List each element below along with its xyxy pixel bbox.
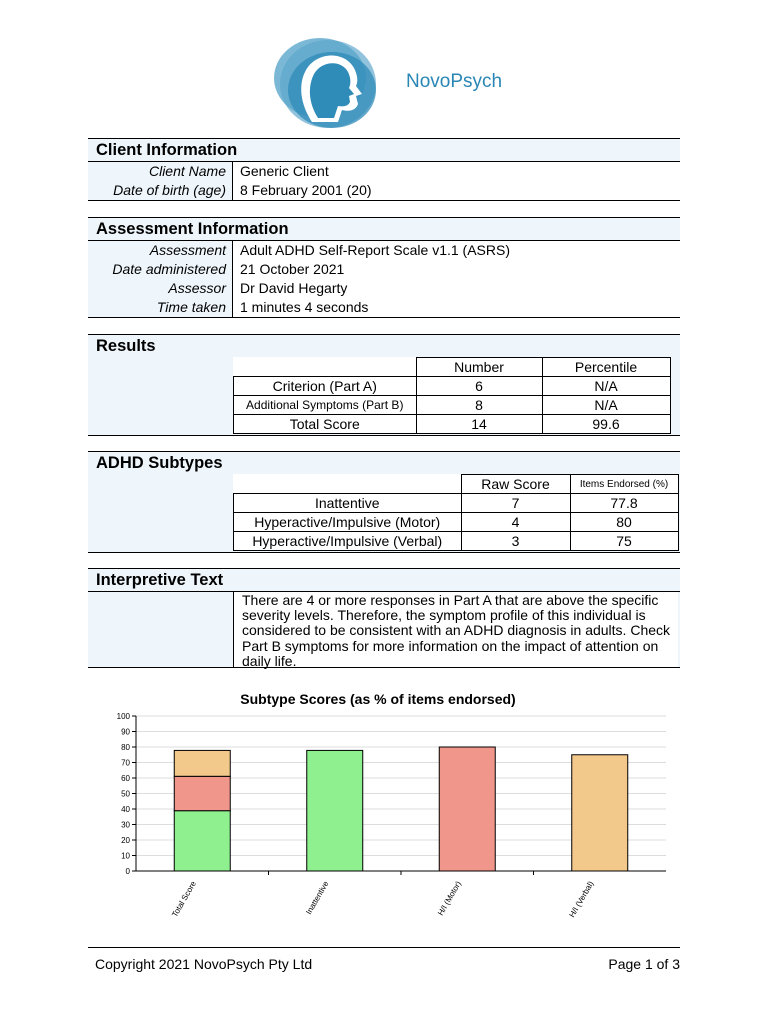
bar-segment — [572, 755, 628, 871]
date-administered-row — [88, 260, 680, 279]
footer-divider — [88, 947, 680, 948]
subtypes-table — [233, 474, 679, 551]
table-row — [234, 415, 671, 434]
subtypes-heading: ADHD Subtypes — [96, 454, 223, 472]
subtypes-row-pct: 75 — [570, 532, 678, 551]
subtypes-row-raw: 7 — [461, 494, 570, 513]
client-info-heading: Client Information — [88, 138, 680, 161]
subtypes-row-label: Hyperactive/Impulsive (Verbal) — [234, 532, 462, 551]
results-table — [233, 357, 671, 434]
table-row — [234, 532, 679, 551]
dob-label: Date of birth (age) — [88, 181, 233, 200]
y-tick-label: 70 — [121, 758, 130, 768]
results-header-row — [234, 358, 671, 377]
subtype-scores-chart — [88, 684, 680, 934]
subtypes-col-raw: Raw Score — [461, 475, 570, 494]
assessment-info-heading: Assessment Information — [88, 217, 680, 240]
results-row-number: 8 — [416, 396, 542, 415]
assessment-info-section — [88, 217, 680, 318]
bar-segment — [174, 776, 230, 810]
y-tick-label: 90 — [121, 727, 130, 737]
results-col-number: Number — [416, 358, 542, 377]
assessor-label: Assessor — [88, 279, 233, 298]
subtypes-row-label: Inattentive — [234, 494, 462, 513]
results-row-label: Criterion (Part A) — [234, 377, 417, 396]
brand-name: NovoPsych — [406, 71, 503, 92]
results-row-label: Additional Symptoms (Part B) — [234, 396, 417, 415]
y-tick-label: 30 — [121, 820, 130, 830]
subtypes-row-pct: 77.8 — [570, 494, 678, 513]
y-tick-label: 20 — [121, 836, 130, 845]
client-name-row — [88, 162, 680, 181]
time-taken-value: 1 minutes 4 seconds — [240, 299, 369, 315]
subtypes-header-row — [234, 475, 679, 494]
bar-segment — [174, 750, 230, 776]
dob-value: 8 February 2001 (20) — [240, 182, 372, 198]
x-tick-label: Total Score — [170, 879, 198, 919]
interpretive-text: There are 4 or more responses in Part A that are above the specific severity levels. Therefore, the symptom profile of this individual is considered to be consistent with an ADHD diagnosis in adults. Check Part B symptoms for more information on the impact of attention on daily life. — [233, 592, 678, 667]
y-tick-label: 10 — [121, 851, 130, 861]
results-row-percentile: 99.6 — [542, 415, 670, 434]
assessor-value: Dr David Hegarty — [240, 280, 348, 296]
time-taken-label: Time taken — [88, 298, 233, 317]
y-tick-label: 80 — [121, 743, 130, 752]
bar-segment — [174, 811, 230, 871]
x-tick-label: Inattentive — [304, 879, 331, 916]
table-row — [234, 377, 671, 396]
date-administered-value: 21 October 2021 — [240, 261, 345, 277]
table-row — [234, 494, 679, 513]
y-tick-label: 0 — [125, 867, 130, 876]
client-info-section — [88, 138, 680, 201]
results-heading: Results — [96, 337, 156, 355]
novopsych-logo-icon — [272, 34, 380, 130]
bar-segment — [307, 750, 363, 871]
dob-row — [88, 181, 680, 200]
assessment-row — [88, 241, 680, 260]
y-tick-label: 50 — [121, 789, 130, 799]
client-name-value: Generic Client — [240, 163, 329, 179]
client-info-table — [88, 161, 680, 201]
results-row-number: 6 — [416, 377, 542, 396]
bar-segment — [439, 747, 495, 871]
client-name-label: Client Name — [88, 162, 233, 181]
date-administered-label: Date administered — [88, 260, 233, 279]
y-tick-label: 60 — [121, 774, 130, 783]
assessment-label: Assessment — [88, 241, 233, 260]
x-tick-label: H/I (Verbal) — [567, 879, 596, 920]
results-row-percentile: N/A — [542, 396, 670, 415]
y-tick-label: 40 — [121, 805, 130, 814]
subtypes-row-pct: 80 — [570, 513, 678, 532]
table-row — [234, 396, 671, 415]
assessor-row — [88, 279, 680, 298]
assessment-info-table — [88, 240, 680, 318]
x-tick-label: H/I (Motor) — [436, 879, 463, 918]
time-taken-row — [88, 298, 680, 317]
assessment-value: Adult ADHD Self-Report Scale v1.1 (ASRS) — [240, 242, 510, 258]
subtypes-row-raw: 4 — [461, 513, 570, 532]
results-row-label: Total Score — [234, 415, 417, 434]
subtypes-col-pct: Items Endorsed (%) — [570, 475, 678, 494]
subtypes-row-label: Hyperactive/Impulsive (Motor) — [234, 513, 462, 532]
results-row-percentile: N/A — [542, 377, 670, 396]
footer-page-number: Page 1 of 3 — [608, 956, 680, 972]
interpretive-heading: Interpretive Text — [88, 569, 680, 592]
table-row — [234, 513, 679, 532]
y-tick-label: 100 — [116, 712, 130, 721]
subtypes-row-raw: 3 — [461, 532, 570, 551]
footer-copyright: Copyright 2021 NovoPsych Pty Ltd — [95, 956, 313, 972]
results-row-number: 14 — [416, 415, 542, 434]
results-col-percentile: Percentile — [542, 358, 670, 377]
chart-title: Subtype Scores (as % of items endorsed) — [240, 691, 516, 707]
